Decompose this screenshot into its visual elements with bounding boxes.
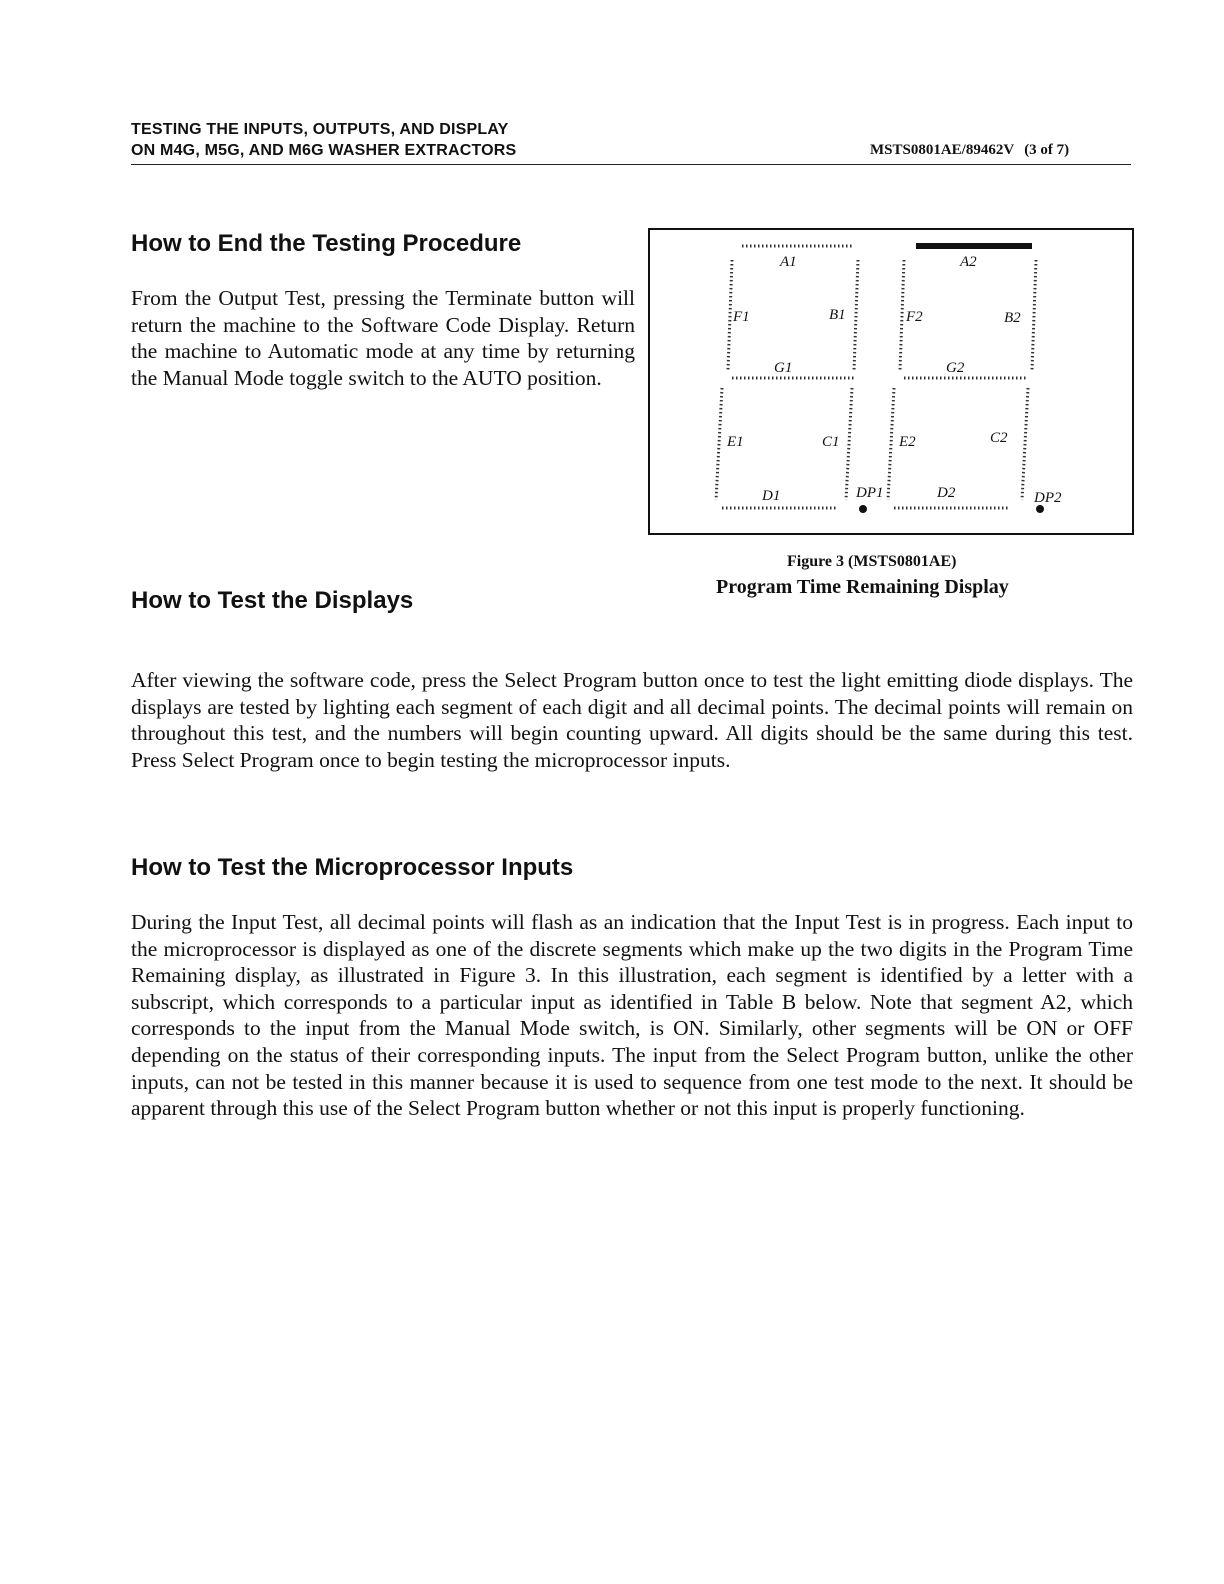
decimal-point-2 [1036,505,1044,513]
seven-segment-diagram [650,230,1136,537]
decimal-point-1 [859,505,867,513]
document-id [870,142,1069,159]
segment-f1 [728,260,732,370]
segment-b1 [854,260,858,370]
label-dp1: DP1 [856,485,884,501]
label-f2: F2 [906,309,923,325]
label-g2: G2 [946,360,965,376]
document-id-code: MSTS0801AE/89462V [870,142,1015,158]
label-b1: B1 [829,307,846,323]
label-a1: A1 [780,254,797,270]
page-number: (3 of 7) [1024,142,1070,158]
label-f1: F1 [733,309,750,325]
paragraph-end-testing: From the Output Test, pressing the Terminate button will return the machine to the Software Code Display. Return the machine to Automatic mode at any time by returning the Manual Mode toggle switch to the AUTO position. [131,286,635,390]
document-title-line-1: TESTING THE INPUTS, OUTPUTS, AND DISPLAY [131,121,509,138]
segment-b2 [1032,260,1036,370]
segment-c1 [846,388,852,500]
label-e2: E2 [899,434,916,450]
segment-a2-on [916,243,1032,249]
paragraph-test-displays: After viewing the software code, press the Select Program button once to test the light emitting diode displays. The displays are tested by lighting each segment of each digit and all decimal points. The decimal points will remain on throughout this test, and the numbers will begin counting upward. All digits should be the same during this test. Press Select Program once to begin testing the microprocessor inputs. [131,668,1133,772]
document-title-line-2: ON M4G, M5G, AND M6G WASHER EXTRACTORS [131,142,517,159]
label-a2: A2 [960,254,977,270]
figure-caption-title: Program Time Remaining Display [716,576,1009,598]
label-e1: E1 [727,434,744,450]
paragraph-test-inputs: During the Input Test, all decimal points will flash as an indication that the Input Test is in progress. Each input to the microprocessor is displayed as one of the discrete segments which make up the two digits in the Program Time Remaining display, as illustrated in Figure 3. In this illustration, each segment is identified by a letter with a subscript, which corresponds to a particular input as identified in Table B below. Note that segment A2, which corresponds to the input from the Manual Mode switch, is ON. Similarly, other segments will be ON or OFF depending on the status of their corresponding inputs. The input from the Select Program button, unlike the other inputs, can not be tested in this manner because it is used to sequence from one test mode to the next. It should be apparent through this use of the Select Program button whether or not this input is properly functioning. [131,910,1133,1121]
label-c2: C2 [990,430,1008,446]
heading-test-displays: How to Test the Displays [131,587,414,614]
header-rule [131,164,1131,165]
label-dp2: DP2 [1034,490,1062,506]
label-d1: D1 [762,488,781,504]
figure-caption-number: Figure 3 (MSTS0801AE) [787,553,957,570]
heading-end-testing: How to End the Testing Procedure [131,230,522,257]
segment-f2 [900,260,904,370]
document-title [131,119,516,161]
figure-program-time-display [648,228,1134,535]
label-g1: G1 [774,360,793,376]
segment-e1 [716,388,722,500]
segment-c2 [1022,388,1028,500]
label-b2: B2 [1004,310,1021,326]
label-d2: D2 [937,485,956,501]
label-c1: C1 [822,434,840,450]
segment-e2 [888,388,894,500]
heading-test-inputs: How to Test the Microprocessor Inputs [131,854,574,881]
